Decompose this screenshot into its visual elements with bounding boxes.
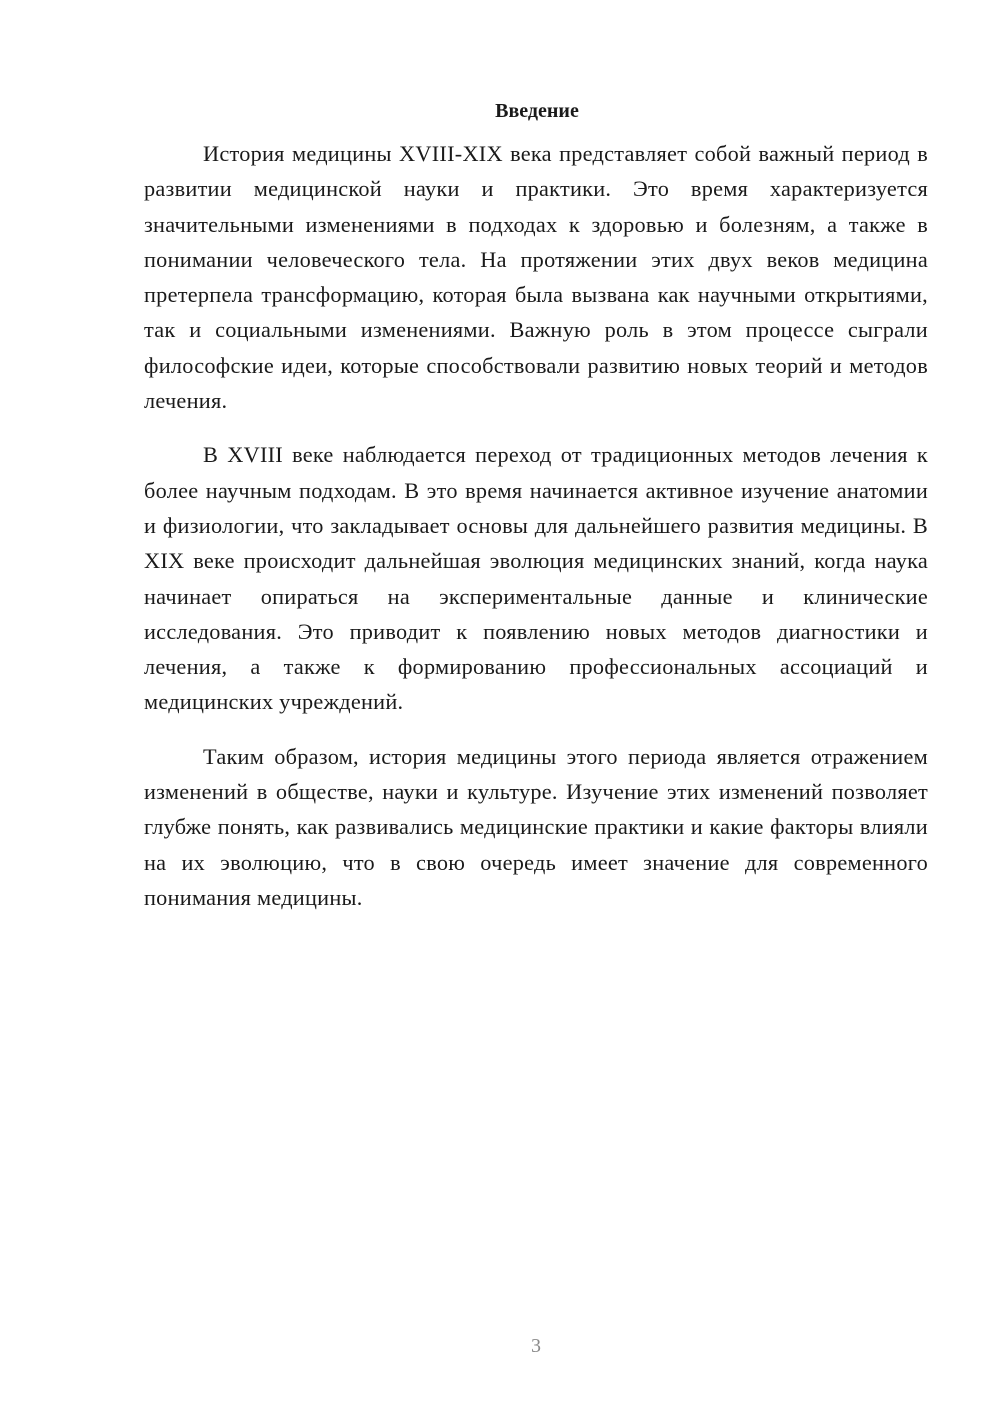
paragraph-3: Таким образом, история медицины этого периода является отражением изменений в обществе, науки и культуре. Изучение этих изменений позволяет глубже понять, как развивались медицинские практики и какие факторы влияли на их эволюцию, что в свою очередь имеет значение для современного понимания медицины. [144,743,928,910]
section-title: Введение [495,100,579,122]
paragraph-1: История медицины XVIII-XIX века представляет собой важный период в развитии медицинской науки и практики. Это время характеризуется значительными изменениями в подходах к здоровью и болезням, а также в понимании человеческого тела. На протяжении этих двух веков медицина претерпела трансформацию, которая была вызвана как научными открытиями, так и социальными изменениями. Важную роль в этом процессе сыграли философские идеи, которые способствовали развитию новых теорий и методов лечения. [144,141,928,414]
page-number: 3 [531,1335,541,1357]
page-content [144,96,928,934]
paragraph-2: В XVIII веке наблюдается переход от традиционных методов лечения к более научным подходам. В это время начинается активное изучение анатомии и физиологии, что закладывает основы для дальнейшего развития медицины. В XIX веке происходит дальнейшая эволюция медицинских знаний, когда наука начинает опираться на экспериментальные данные и клинические исследования. Это приводит к появлению новых методов диагностики и лечения, а также к формированию профессиональных ассоциаций и медицинских учреждений. [144,442,928,715]
